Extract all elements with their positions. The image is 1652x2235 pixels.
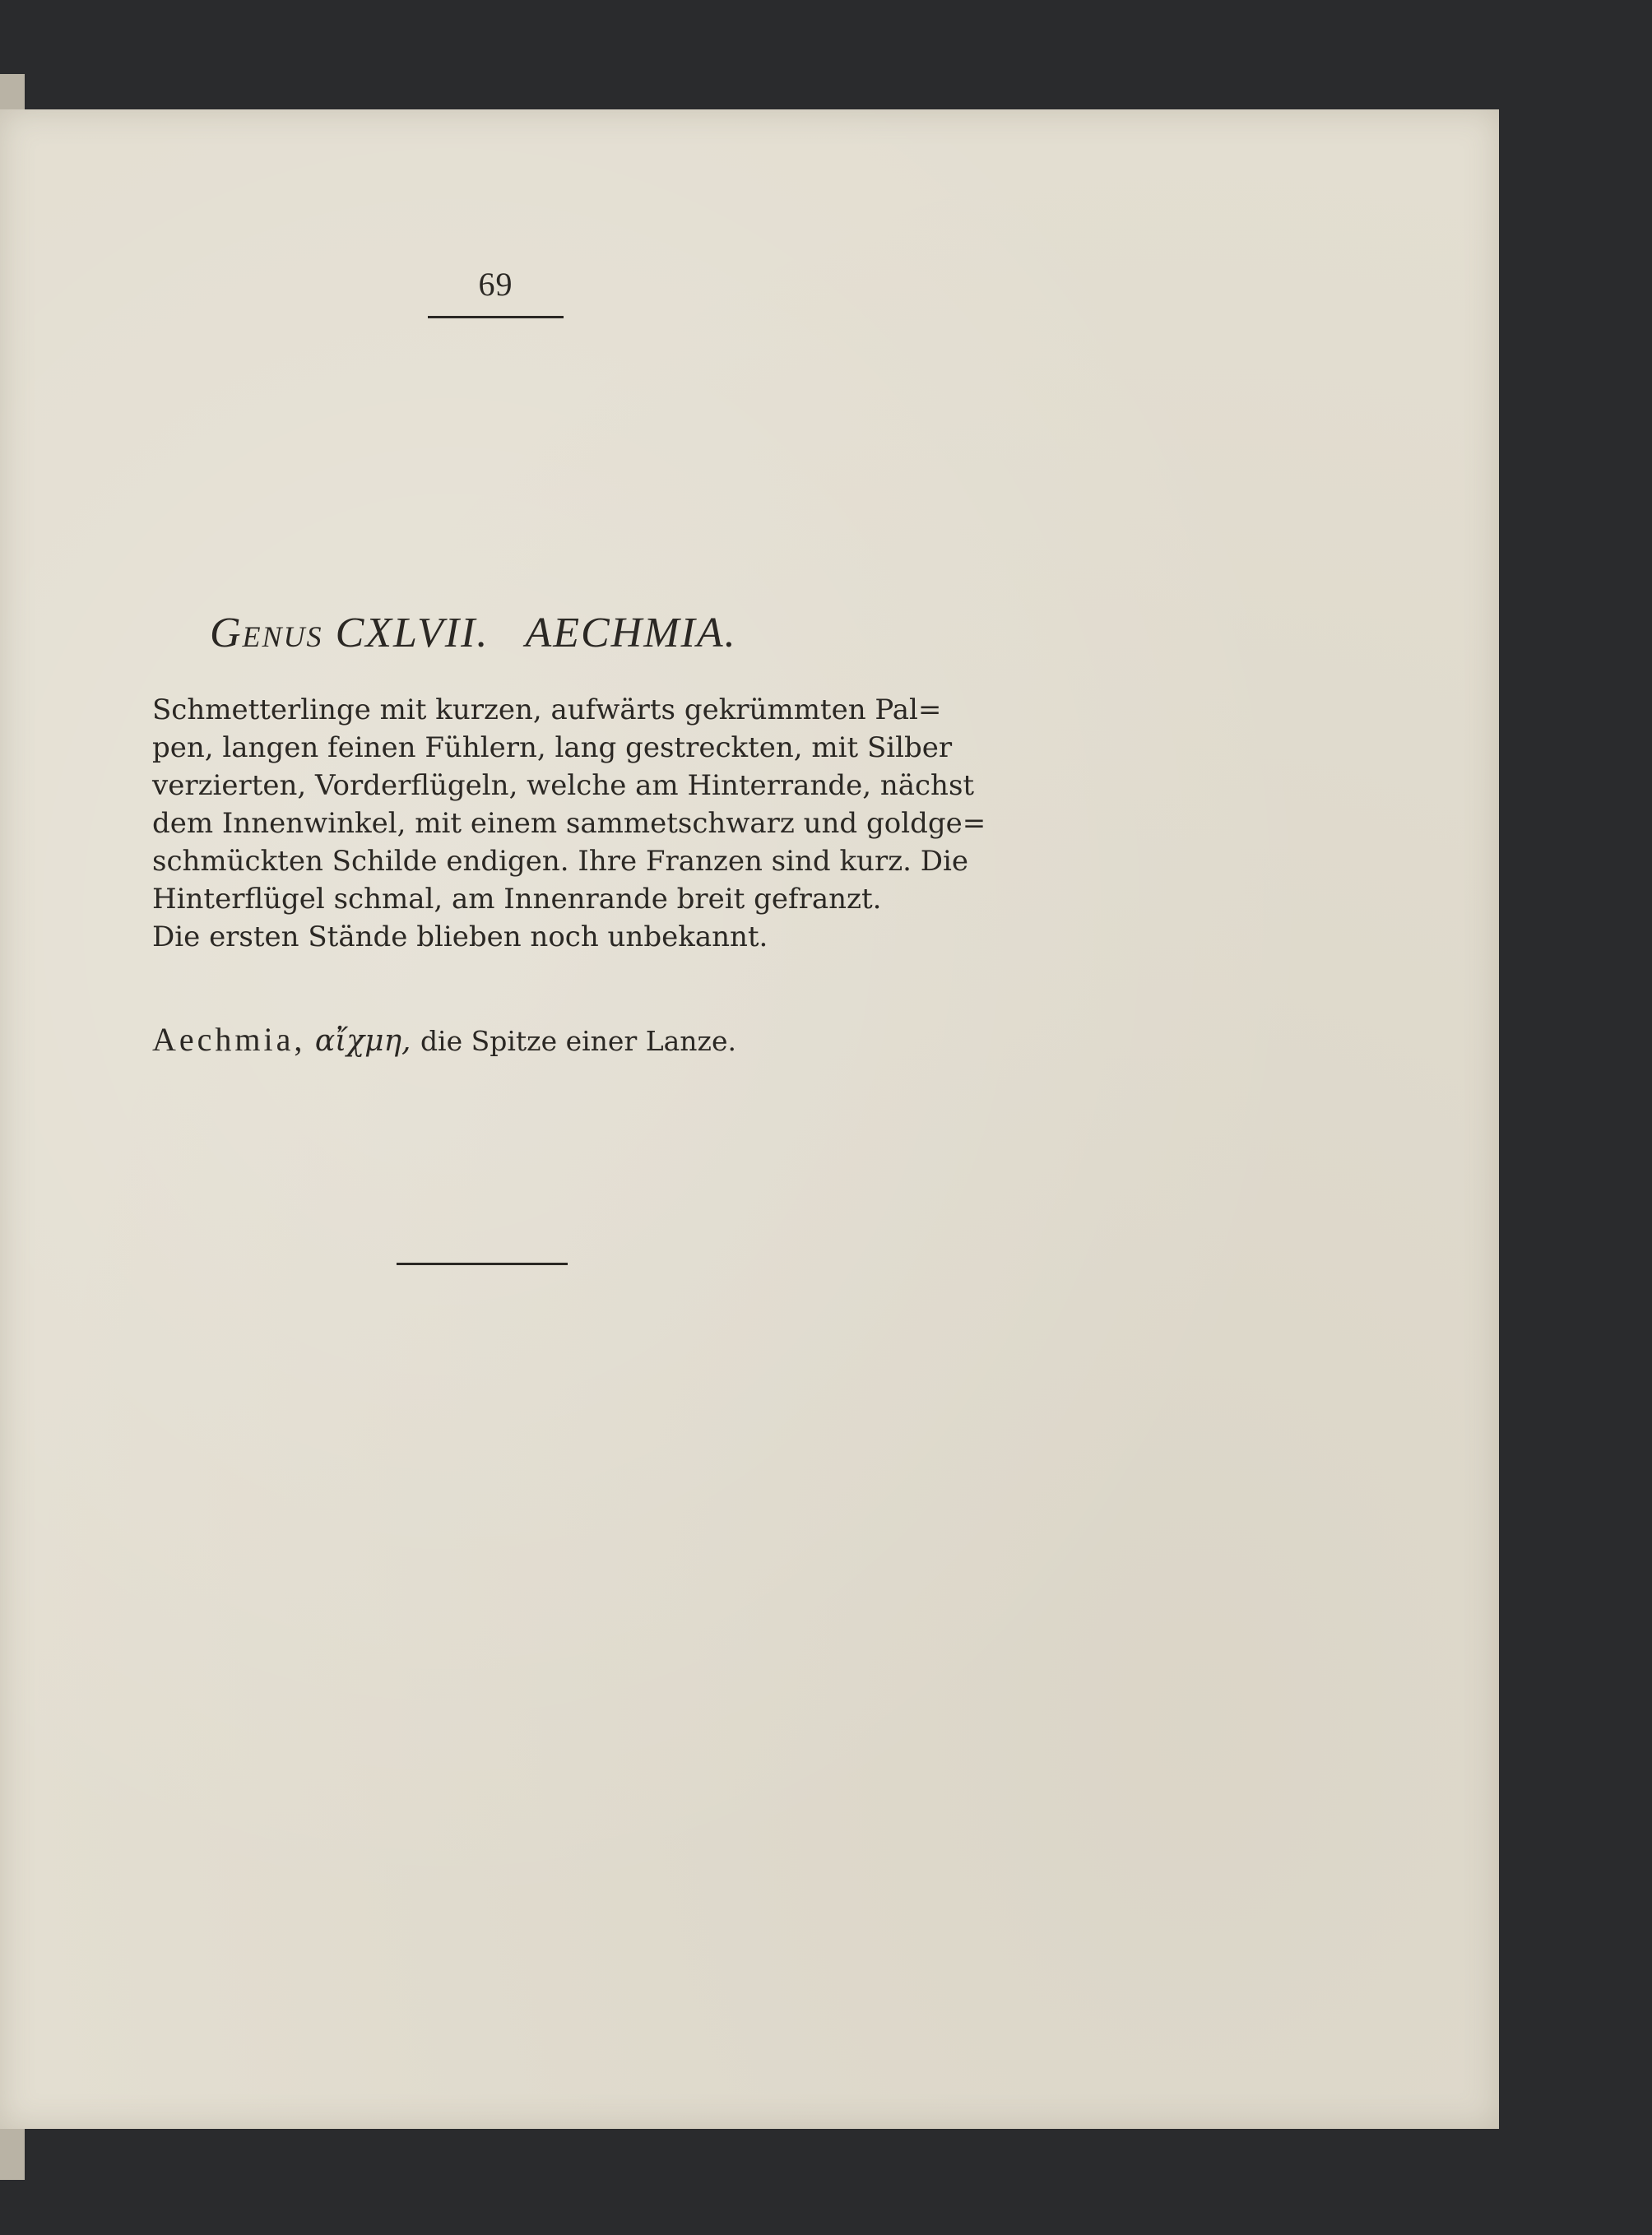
etymology-greek-word: αἴχμη, xyxy=(314,1024,411,1058)
description-line: pen, langen feinen Fühlern, lang gestreckten, mit Silber xyxy=(152,731,953,764)
etymology xyxy=(152,1020,736,1059)
genus-name: AECHMIA. xyxy=(525,610,737,656)
description-line: verzierten, Vorderflügeln, welche am Hinterrande, nächst xyxy=(152,769,975,802)
book-page xyxy=(0,109,1499,2129)
description-line: Schmetterlinge mit kurzen, aufwärts gekrümmten Pal= xyxy=(152,693,942,726)
description-line: dem Innenwinkel, mit einem sammetschwarz und goldge= xyxy=(152,807,986,840)
description-line: Hinterflügel schmal, am Innenrande breit gefranzt. xyxy=(152,883,882,916)
header-rule xyxy=(428,316,564,318)
early-stages-note: Die ersten Stände blieben noch unbekannt. xyxy=(152,920,768,953)
section-end-rule xyxy=(397,1263,568,1265)
genus-word: Genus xyxy=(210,610,323,656)
genus-number: CXLVII. xyxy=(335,610,490,656)
etymology-genus-name: Aechmia, xyxy=(152,1021,306,1058)
etymology-gloss: die Spitze einer Lanze. xyxy=(420,1025,736,1057)
description-line: schmückten Schilde endigen. Ihre Franzen sind kurz. Die xyxy=(152,845,968,878)
page-number: 69 xyxy=(478,266,513,303)
genus-description xyxy=(152,691,986,956)
genus-heading xyxy=(210,609,737,657)
